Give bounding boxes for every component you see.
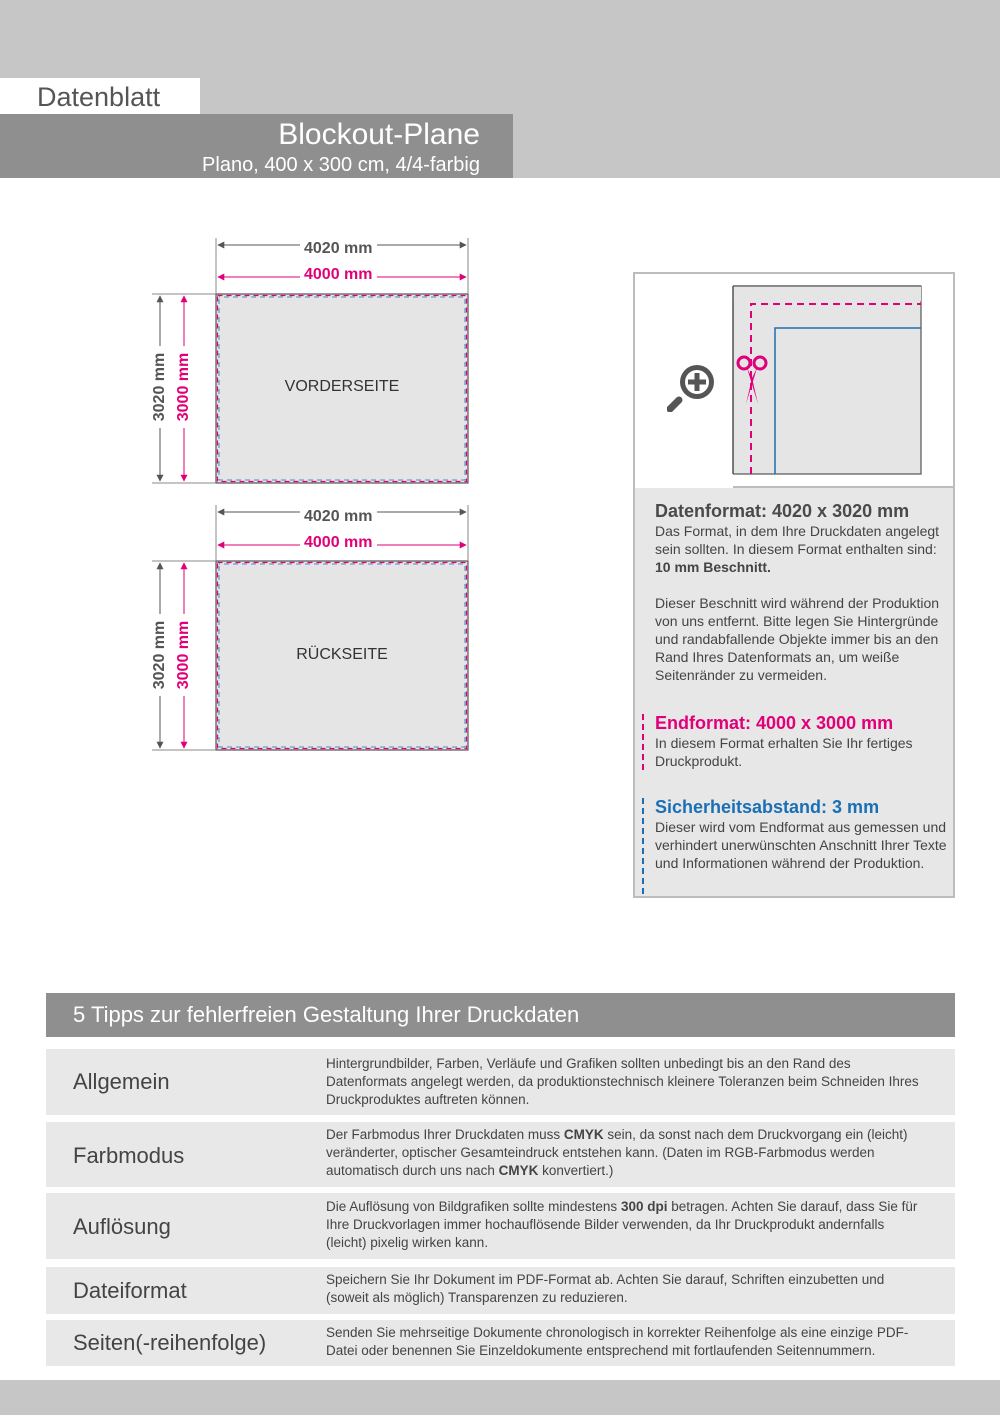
datenformat-text-bold: 10 mm Beschnitt.: [655, 559, 771, 575]
footer-band: [0, 1380, 1000, 1415]
tip-text-part: betragen. Achten Sie darauf, dass Sie für Ihre Druckvorlagen immer hochauflösende Bilder verwenden, da Ihr Druckprodukt andernfalls (leicht) pixelig wirken kann.: [326, 1199, 918, 1250]
datenformat-text-1: Das Format, in dem Ihre Druckdaten angelegt sein sollten. In diesem Format enthalten sind:: [655, 523, 940, 557]
tip-row-seiten: [46, 1320, 955, 1366]
back-width-inner-label: 4000 mm: [300, 534, 377, 552]
endformat-marker: [642, 714, 644, 770]
back-height-inner-label: 3000 mm: [175, 614, 193, 696]
tip-text: [326, 1198, 926, 1252]
front-width-outer-label: 4020 mm: [300, 240, 377, 258]
format-legend: [633, 272, 955, 898]
endformat-text: In diesem Format erhalten Sie Ihr fertiges Druckprodukt.: [655, 735, 913, 769]
tip-label: Farbmodus: [73, 1143, 185, 1168]
tip-text-part: Der Farbmodus Ihrer Druckdaten muss: [326, 1127, 561, 1142]
page-title: Blockout-Plane: [278, 118, 480, 151]
tip-text-bold: CMYK: [563, 1127, 604, 1142]
tip-text: Senden Sie mehrseitige Dokumente chronologisch in korrekter Reihenfolge als eine einzige PDF-Datei oder benennen Sie Einzeldokumente entsprechend mit fortlaufenden Seitennummern.: [326, 1325, 909, 1358]
sicherheit-marker: [642, 798, 644, 894]
back-side-label: RÜCKSEITE: [296, 646, 388, 663]
datenformat-title: Datenformat: 4020 x 3020 mm: [655, 501, 910, 521]
legend-sicherheit: [655, 796, 950, 872]
tip-text-part: konvertiert.): [542, 1163, 614, 1178]
front-height-outer-label: 3020 mm: [151, 346, 169, 428]
front-height-inner-label: 3000 mm: [175, 346, 193, 428]
tip-row-allgemein: [46, 1049, 955, 1115]
legend-zoom-detail: [635, 274, 953, 488]
tip-label: Seiten(-reihenfolge): [73, 1330, 267, 1355]
tip-label: Allgemein: [73, 1069, 170, 1094]
tip-label: Auflösung: [73, 1214, 171, 1239]
tip-text: Hintergrundbilder, Farben, Verläufe und Grafiken sollten unbedingt bis an den Rand des Datenformats angelegt werden, da produktionstechnisch kleinere Toleranzen beim Schneiden Ihres Druckproduktes auftreten können.: [326, 1056, 919, 1107]
tip-text: [326, 1126, 926, 1180]
tip-text-part: sein, da sonst nach dem Druckvorgang ein (leicht) veränderter, optischer Gesamteindruck entstehen kann. (Daten im RGB-Farbmodus werden automatisch durch uns nach: [326, 1127, 908, 1178]
back-width-outer-label: 4020 mm: [300, 508, 377, 526]
legend-datenformat: [655, 500, 950, 684]
scissors-icon: [736, 354, 768, 406]
datenformat-text: [655, 522, 950, 576]
tip-text-bold: 300 dpi: [620, 1199, 668, 1214]
front-width-inner-label: 4000 mm: [300, 266, 377, 284]
tip-row-farbmodus: [46, 1122, 955, 1187]
endformat-title: Endformat: 4000 x 3000 mm: [655, 713, 894, 733]
tip-text: Speichern Sie Ihr Dokument im PDF-Format ab. Achten Sie darauf, Schriften einzubetten und (soweit als möglich) Transparenzen zu reduzieren.: [326, 1272, 885, 1305]
tip-row-dateiformat: [46, 1267, 955, 1314]
tips-header: 5 Tipps zur fehlerfreien Gestaltung Ihrer Druckdaten: [46, 993, 955, 1037]
page-subtitle: Plano, 400 x 300 cm, 4/4-farbig: [202, 154, 480, 176]
back-height-outer-label: 3020 mm: [151, 614, 169, 696]
front-side-label: VORDERSEITE: [284, 378, 400, 395]
tip-text-bold: CMYK: [498, 1163, 539, 1178]
tip-label: Dateiformat: [73, 1278, 187, 1303]
tip-row-aufloesung: [46, 1193, 955, 1259]
zoom-in-icon: [667, 360, 719, 412]
sicherheit-text: Dieser wird vom Endformat aus gemessen und verhindert unerwünschten Anschnitt Ihrer Texte und Informationen während der Produktion.: [655, 819, 947, 871]
datenformat-text-2: Dieser Beschnitt wird während der Produktion von uns entfernt. Bitte legen Sie Hintergründe und randabfallende Objekte immer bis an den Rand Ihres Datenformats an, um weiße Seitenränder zu vermeiden.: [655, 595, 940, 683]
sicherheit-title: Sicherheitsabstand: 3 mm: [655, 797, 880, 817]
tip-text-part: Die Auflösung von Bildgrafiken sollte mindestens: [326, 1199, 618, 1214]
doc-label: Datenblatt: [0, 78, 200, 114]
legend-endformat: [655, 712, 950, 770]
